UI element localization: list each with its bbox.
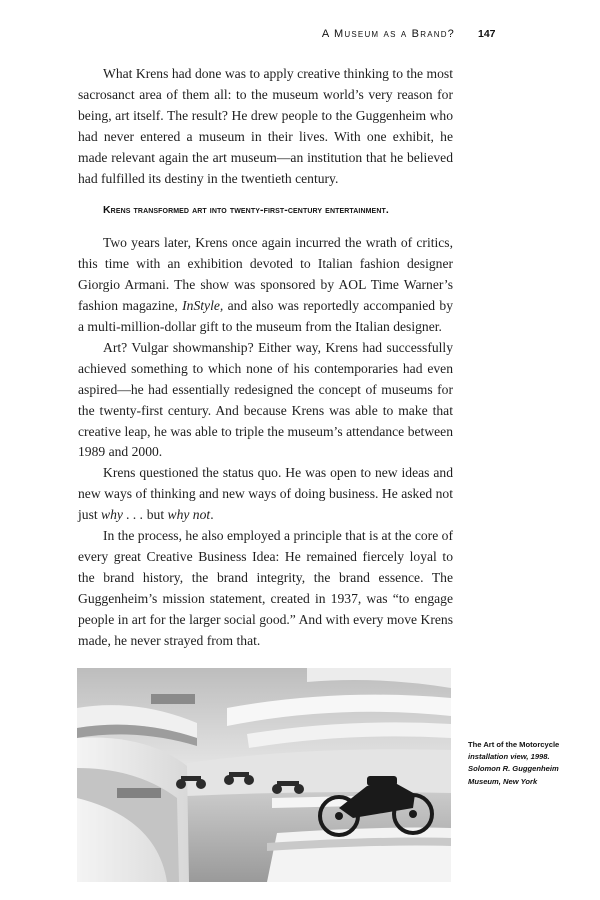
section-subhead: Krens transformed art into twenty-first-century entertainment.	[103, 204, 389, 217]
page-number: 147	[478, 28, 496, 40]
paragraph-text: Two years later, Krens once again incurred the wrath of critics, this time with an exhibition devoted to Italian fashion designer Giorgio Armani. The show was sponsored by AOL Time Warner’s fashion magazine,	[78, 235, 453, 314]
emphasis-text: why . . .	[101, 507, 144, 523]
paragraph: In the process, he also employed a principle that is at the core of every great Creative Business Idea: He remained fiercely loyal to the brand history, the brand integrity, the brand essence. The Guggenheim’s mission statement, created in 1937, was “to engage people in art for the larger social good.” And with every move Krens made, he never strayed from that.	[78, 528, 453, 648]
paragraph-text: and also was reportedly accompanied by a multi-million-dollar gift to the museum from the Italian designer.	[78, 298, 454, 334]
figure-caption	[468, 739, 583, 788]
caption-line: The Art of the Motorcycle	[468, 740, 560, 749]
running-header	[0, 28, 600, 44]
paragraph: Art? Vulgar showmanship? Either way, Krens had successfully achieved something to which none of his contemporaries had even aspired—he had essentially redesigned the concept of museums for the twenty-first century. And because Krens was able to make that creative leap, he was able to triple the museum’s attendance between 1989 and 2000.	[78, 339, 453, 460]
running-header-title: A Museum as a Brand?	[321, 28, 455, 40]
museum-photo-illustration	[77, 668, 451, 882]
paragraph-text: Krens questioned the status quo. He was open to new ideas and new ways of thinking and new ways of doing business. He asked not just	[78, 465, 453, 523]
magazine-title: InStyle,	[182, 298, 224, 314]
paragraph	[78, 463, 453, 526]
museum-photo	[77, 668, 451, 882]
caption-line: Solomon R. Guggenheim	[468, 764, 559, 774]
emphasis-text: why not	[167, 507, 211, 523]
paragraph-text: but	[143, 507, 168, 523]
paragraph: What Krens had done was to apply creative thinking to the most sacrosanct area of them all: to the museum world’s very reason for being, art itself. The result? He drew people to the Guggenheim who had never entered a museum in their lives. With one exhibit, he made relevant again the art museum—an institution that he believed had fulfilled its destiny in the twentieth century.	[78, 66, 453, 186]
paragraph-text: .	[210, 507, 214, 523]
caption-line: installation view, 1998.	[468, 752, 550, 762]
paragraph	[78, 233, 453, 338]
body-text	[78, 64, 453, 651]
caption-line: Museum, New York	[468, 776, 538, 786]
